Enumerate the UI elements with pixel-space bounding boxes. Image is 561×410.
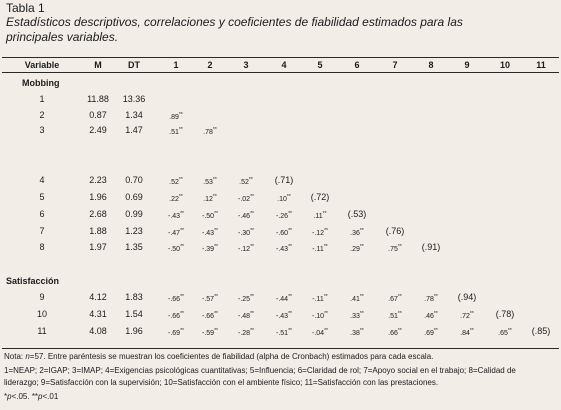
- row-mean: 0.87: [89, 110, 107, 120]
- significance-mark: **: [248, 177, 253, 183]
- significance-mark: **: [323, 294, 328, 300]
- correlation-cell: -.50**: [202, 211, 218, 220]
- row-mean: 2.49: [89, 125, 107, 135]
- top-rule: [2, 57, 559, 58]
- row-variable: 7: [39, 226, 45, 236]
- correlation-cell: -.10**: [312, 311, 328, 320]
- correlation-cell: .22**: [169, 194, 183, 203]
- significance-mark: **: [323, 244, 328, 250]
- significance-mark: **: [322, 211, 327, 217]
- correlation-cell: .66**: [388, 328, 402, 337]
- row-variable: 11: [37, 326, 47, 336]
- correlation-cell: .36**: [350, 228, 364, 237]
- significance-mark: **: [250, 211, 254, 217]
- significance-mark: **: [214, 244, 218, 250]
- correlation-cell: -.26**: [276, 211, 292, 220]
- section-label-mobbing: Mobbing: [22, 78, 60, 88]
- significance-mark: **: [397, 294, 402, 300]
- significance-mark: **: [324, 228, 328, 234]
- significance-mark: **: [288, 211, 292, 217]
- reliability-cell: (.53): [347, 209, 367, 219]
- correlation-cell: -.43**: [276, 244, 292, 253]
- column-header: 2: [207, 60, 213, 70]
- correlation-cell: -.57**: [202, 294, 218, 303]
- row-variable: 4: [39, 175, 45, 185]
- significance-mark: **: [212, 194, 217, 200]
- row-mean: 1.97: [89, 242, 107, 252]
- significance-mark: **: [324, 311, 328, 317]
- significance-mark: **: [178, 112, 183, 118]
- row-variable: 10: [36, 309, 48, 319]
- column-header: 5: [317, 60, 323, 70]
- correlation-cell: .51**: [388, 311, 402, 320]
- significance-mark: **: [180, 328, 184, 334]
- column-header: 3: [243, 60, 249, 70]
- correlation-cell: -.11**: [312, 244, 328, 253]
- correlation-cell: -.66**: [168, 294, 184, 303]
- reliability-cell: (.78): [495, 309, 515, 319]
- correlation-cell: .33**: [350, 311, 364, 320]
- significance-mark: **: [359, 244, 364, 250]
- correlation-cell: .78**: [424, 294, 438, 303]
- row-variable: 8: [39, 242, 45, 252]
- significance-mark: **: [469, 311, 474, 317]
- reliability-cell: (.94): [457, 292, 477, 302]
- significance-mark: **: [178, 127, 183, 133]
- correlation-cell: -.47**: [168, 228, 184, 237]
- bottom-rule: [2, 348, 559, 349]
- correlation-cell: -.48**: [238, 311, 254, 320]
- significance-mark: **: [397, 328, 402, 334]
- column-header: 4: [281, 60, 287, 70]
- correlation-cell: -.51**: [276, 328, 292, 337]
- correlation-cell: -.44**: [276, 294, 292, 303]
- significance-mark: **: [250, 194, 254, 200]
- row-mean: 4.08: [89, 326, 107, 336]
- significance-mark: **: [250, 311, 254, 317]
- correlation-cell: .84**: [460, 328, 474, 337]
- significance-mark: **: [359, 328, 364, 334]
- row-mean: 2.23: [89, 175, 107, 185]
- significance-mark: **: [214, 328, 218, 334]
- column-header: 8: [428, 60, 434, 70]
- correlation-cell: -.60**: [276, 228, 292, 237]
- correlation-cell: -.28**: [238, 328, 254, 337]
- significance-mark: **: [469, 328, 474, 334]
- correlation-cell: .65**: [498, 328, 512, 337]
- significance-mark: **: [212, 177, 217, 183]
- column-header: 10: [499, 60, 511, 70]
- correlation-cell: .38**: [350, 328, 364, 337]
- significance-mark: **: [288, 328, 292, 334]
- row-sd: 0.70: [125, 175, 143, 185]
- row-mean: 1.88: [89, 226, 107, 236]
- note-n-symbol: n: [25, 352, 30, 361]
- reliability-cell: (.72): [310, 192, 330, 202]
- correlation-cell: .10**: [277, 194, 291, 203]
- table-note-3: liderazgo; 9=Satisfacción con la supervisión; 10=Satisfacción con el ambiente físico; 11=Satisfacción con las prestaciones.: [4, 378, 439, 387]
- row-sd: 1.83: [125, 292, 143, 302]
- row-sd: 13.36: [122, 94, 146, 104]
- row-mean: 1.96: [89, 192, 107, 202]
- reliability-cell: (.91): [421, 242, 441, 252]
- row-sd: 0.69: [125, 192, 143, 202]
- correlation-cell: -.50**: [168, 244, 184, 253]
- correlation-cell: -.43**: [202, 228, 218, 237]
- significance-mark: **: [214, 228, 218, 234]
- significance-mark: **: [214, 211, 218, 217]
- correlation-cell: -.46**: [238, 211, 254, 220]
- column-header: M: [94, 60, 102, 70]
- significance-mark: **: [433, 311, 438, 317]
- note-star: *: [4, 392, 8, 401]
- significance-mark: **: [397, 244, 402, 250]
- row-sd: 0.99: [125, 209, 143, 219]
- correlation-cell: .78**: [203, 127, 217, 136]
- note-p-symbol-1: p: [7, 392, 12, 401]
- significance-mark: **: [180, 228, 184, 234]
- significance-mark: **: [507, 328, 512, 334]
- correlation-cell: -.11**: [312, 294, 328, 303]
- significance-mark: **: [288, 294, 292, 300]
- row-variable: 6: [39, 209, 45, 219]
- row-sd: 1.23: [125, 226, 143, 236]
- column-header: 9: [464, 60, 470, 70]
- correlation-cell: -.39**: [202, 244, 218, 253]
- significance-mark: **: [250, 244, 254, 250]
- row-variable: 2: [39, 110, 45, 120]
- significance-mark: **: [288, 244, 292, 250]
- row-mean: 11.88: [87, 94, 109, 104]
- significance-mark: **: [359, 311, 364, 317]
- correlation-cell: -.25**: [238, 294, 254, 303]
- significance-mark: **: [214, 294, 218, 300]
- reliability-cell: (.76): [385, 226, 405, 236]
- note-p-symbol-2: p: [38, 392, 43, 401]
- correlation-cell: .11**: [313, 211, 327, 220]
- significance-mark: **: [178, 194, 183, 200]
- significance-mark: **: [397, 311, 402, 317]
- significance-mark: **: [250, 228, 254, 234]
- column-header: 1: [173, 60, 179, 70]
- row-sd: 1.96: [125, 326, 143, 336]
- row-sd: 1.35: [125, 242, 143, 252]
- significance-mark: **: [180, 244, 184, 250]
- correlation-cell: -.43**: [168, 211, 184, 220]
- correlation-cell: -.30**: [238, 228, 254, 237]
- correlation-cell: -.66**: [168, 311, 184, 320]
- significance-mark: **: [433, 328, 438, 334]
- correlation-cell: .29**: [350, 244, 364, 253]
- column-header: DT: [128, 60, 140, 70]
- significance-mark: **: [288, 311, 292, 317]
- correlation-cell: .46**: [424, 311, 438, 320]
- row-variable: 3: [39, 125, 45, 135]
- table-note-4: [4, 391, 58, 402]
- significance-mark: **: [180, 311, 184, 317]
- reliability-cell: (.71): [274, 175, 294, 185]
- significance-mark: **: [178, 177, 183, 183]
- note-threshold-1: <.05. **: [11, 392, 39, 401]
- row-mean: 2.68: [89, 209, 107, 219]
- correlation-cell: -.59**: [202, 328, 218, 337]
- significance-mark: **: [324, 328, 328, 334]
- correlation-cell: -.04**: [312, 328, 328, 337]
- table-note-1: [4, 351, 433, 362]
- significance-mark: **: [433, 294, 438, 300]
- correlation-cell: .52**: [239, 177, 253, 186]
- correlation-cell: .53**: [203, 177, 217, 186]
- note-prefix: Nota:: [4, 352, 26, 361]
- correlation-cell: -.43**: [276, 311, 292, 320]
- correlation-cell: .52**: [169, 177, 183, 186]
- row-sd: 1.47: [125, 125, 143, 135]
- significance-mark: **: [359, 294, 364, 300]
- table-title-line-1: Estadísticos descriptivos, correlaciones y coeficientes de fiabilidad estimados para las: [6, 15, 463, 29]
- correlation-cell: .69**: [424, 328, 438, 337]
- column-header: 7: [392, 60, 398, 70]
- correlation-cell: -.69**: [168, 328, 184, 337]
- section-label-satisfaccion: Satisfacción: [6, 276, 60, 286]
- row-sd: 1.34: [125, 110, 143, 120]
- column-header: 11: [536, 60, 546, 70]
- row-variable: 5: [39, 192, 45, 202]
- significance-mark: **: [250, 294, 254, 300]
- correlation-cell: .89**: [169, 112, 183, 121]
- row-variable: 9: [39, 292, 45, 302]
- table-title-line-2: principales variables.: [6, 30, 119, 44]
- row-mean: 4.31: [89, 309, 107, 319]
- significance-mark: **: [180, 211, 184, 217]
- correlation-cell: .41**: [350, 294, 364, 303]
- correlation-cell: -.66**: [202, 311, 218, 320]
- table-note-2: 1=NEAP; 2=IGAP; 3=IMAP; 4=Exigencias psicológicas cuantitativas; 5=Influencia; 6=Claridad de rol; 7=Apoyo social en el trabajo; 8=Calidad de: [4, 366, 516, 375]
- row-variable: 1: [39, 94, 45, 104]
- correlation-cell: .72**: [460, 311, 474, 320]
- note-sample-text: =57. Entre paréntesis se muestran los coeficientes de fiabilidad (alpha de Cronbach) estimados para cada escala.: [29, 352, 434, 361]
- table-caption: [6, 0, 558, 45]
- significance-mark: **: [212, 127, 217, 133]
- significance-mark: **: [180, 294, 184, 300]
- significance-mark: **: [250, 328, 254, 334]
- correlation-cell: .12**: [203, 194, 217, 203]
- row-mean: 4.12: [89, 292, 107, 302]
- reliability-cell: (.85): [531, 326, 551, 336]
- significance-mark: **: [359, 228, 364, 234]
- significance-mark: **: [288, 228, 292, 234]
- correlation-cell: -.12**: [312, 228, 328, 237]
- significance-mark: **: [286, 194, 291, 200]
- note-threshold-2: <.01: [42, 392, 59, 401]
- column-header: 6: [354, 60, 360, 70]
- significance-mark: **: [214, 311, 218, 317]
- correlation-cell: -.02**: [238, 194, 254, 203]
- column-header: Variable: [24, 60, 60, 70]
- correlation-cell: .51**: [169, 127, 183, 136]
- table-label: Tabla 1: [6, 1, 45, 15]
- correlation-cell: .75**: [388, 244, 402, 253]
- row-sd: 1.54: [125, 309, 143, 319]
- correlation-cell: .67**: [388, 294, 402, 303]
- correlation-cell: -.12**: [238, 244, 254, 253]
- header-rule: [2, 72, 559, 73]
